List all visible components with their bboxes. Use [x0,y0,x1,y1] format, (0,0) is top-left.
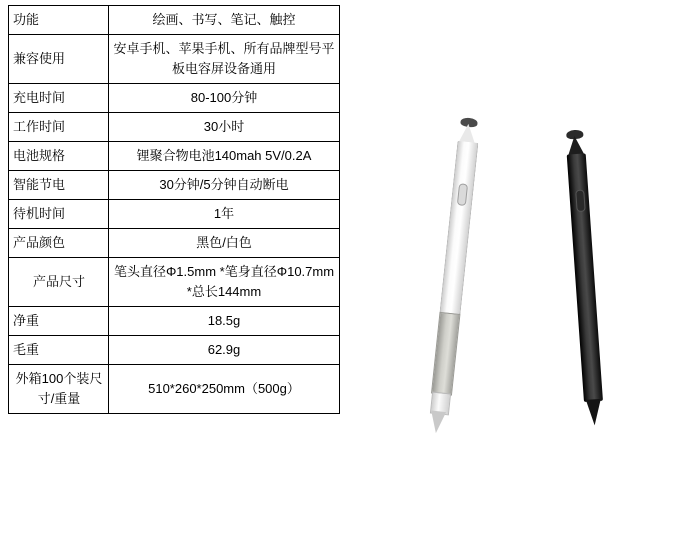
black-stylus-pen [555,129,615,426]
specification-table [8,5,340,414]
spec-value-carton: 510*260*250mm（500g） [109,365,340,414]
spec-value-battery: 锂聚合物电池140mah 5V/0.2A [109,142,340,171]
black-pen-tip [586,399,603,426]
table-row [9,336,340,365]
spec-value-net-weight: 18.5g [109,307,340,336]
spec-value-function: 绘画、书写、笔记、触控 [109,6,340,35]
spec-label-net-weight: 净重 [9,307,109,336]
table-row [9,113,340,142]
white-pen-grip [431,312,460,396]
spec-label-carton: 外箱100个装尺寸/重量 [9,365,109,414]
spec-value-standby: 1年 [109,200,340,229]
spec-label-power-saving: 智能节电 [9,171,109,200]
spec-value-compatibility: 安卓手机、苹果手机、所有品牌型号平板电容屏设备通用 [109,35,340,84]
spec-label-work-time: 工作时间 [9,113,109,142]
white-stylus-pen [419,116,490,419]
spec-label-function: 功能 [9,6,109,35]
table-row [9,171,340,200]
spec-value-power-saving: 30分钟/5分钟自动断电 [109,171,340,200]
black-pen-power-button [575,190,586,213]
table-row [9,258,340,307]
table-row [9,365,340,414]
spec-label-standby: 待机时间 [9,200,109,229]
table-row [9,307,340,336]
spec-label-dimensions: 产品尺寸 [9,258,109,307]
table-row [9,84,340,113]
spec-label-battery: 电池规格 [9,142,109,171]
spec-value-color: 黑色/白色 [109,229,340,258]
white-pen-tip [429,411,446,434]
table-row [9,229,340,258]
spec-label-charge-time: 充电时间 [9,84,109,113]
table-row [9,6,340,35]
spec-label-compatibility: 兼容使用 [9,35,109,84]
spec-value-charge-time: 80-100分钟 [109,84,340,113]
spec-table-body [9,6,340,414]
spec-value-work-time: 30小时 [109,113,340,142]
table-row [9,35,340,84]
black-pen-body [567,153,603,402]
spec-value-gross-weight: 62.9g [109,336,340,365]
white-pen-body [439,141,478,315]
spec-value-dimensions: 笔头直径Φ1.5mm *笔身直径Φ10.7mm *总长144mm [109,258,340,307]
product-image-area [345,0,677,547]
spec-label-color: 产品颜色 [9,229,109,258]
table-row [9,142,340,171]
spec-label-gross-weight: 毛重 [9,336,109,365]
table-row [9,200,340,229]
